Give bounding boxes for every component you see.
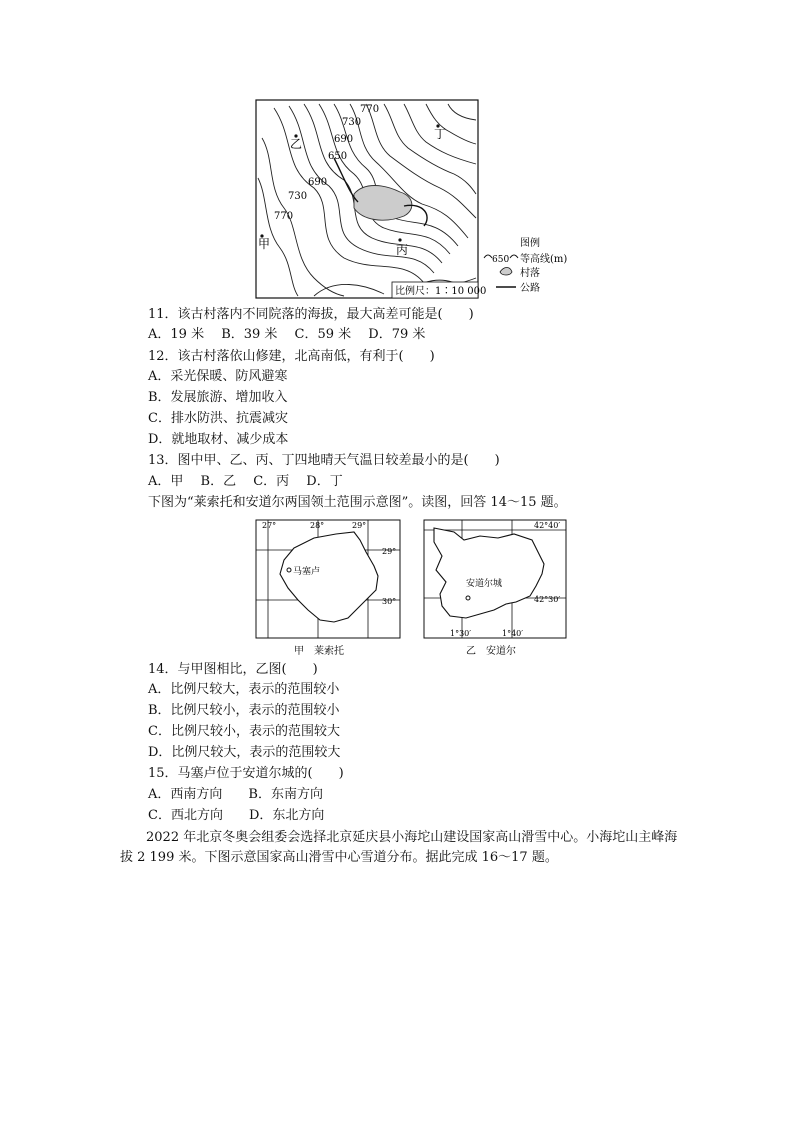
caption-lesotho: 甲 莱索托 [294, 646, 344, 657]
question-11-stem: 11．该古村落内不同院落的海拔，最大高差可能是( ) [148, 307, 474, 322]
scale-label: 比例尺：1∶10 000 [395, 286, 487, 297]
countries-figure [254, 518, 570, 660]
question-12-option-d: D．就地取材、减少成本 [148, 432, 289, 447]
lat-label: 42°30′ [534, 595, 561, 604]
question-12-option-b: B．发展旅游、增加收入 [148, 390, 288, 405]
contour-label: 690 [308, 177, 328, 188]
question-15-options-cd: C．西北方向 D．东北方向 [148, 808, 325, 823]
legend-title: 图例 [520, 238, 540, 249]
question-14-option-a: A．比例尺较大，表示的范围较小 [148, 682, 340, 697]
intro-16-17: 2022 年北京冬奥会组委会选择北京延庆县小海坨山建设国家高山滑雪中心。小海坨山主峰海拔 2 199 米。下图示意国家高山滑雪中心雪道分布。据此完成 16～17 题。 [120, 830, 678, 865]
contour-map-figure [254, 98, 568, 300]
legend-road: 公路 [520, 283, 540, 294]
legend-village: 村落 [520, 268, 540, 279]
contour-label: 690 [334, 134, 354, 145]
place-ding: 丁 [434, 127, 447, 141]
caption-andorra: 乙 安道尔 [466, 646, 516, 657]
lon-label: 1°40′ [502, 629, 524, 638]
question-15-stem: 15．马塞卢位于安道尔城的( ) [148, 766, 344, 781]
contour-label: 770 [274, 211, 294, 222]
city-andorra-la-vella: 安道尔城 [466, 579, 503, 589]
contour-label: 770 [360, 104, 380, 115]
place-bing: 丙 [396, 243, 409, 257]
lat-label: 30° [382, 597, 397, 606]
question-15-options-ab: A．西南方向 B．东南方向 [148, 787, 323, 802]
contour-label: 650 [328, 151, 348, 162]
place-yi: 乙 [290, 137, 303, 151]
intro-14-15: 下图为“莱索托和安道尔两国领土范围示意图”。读图，回答 14～15 题。 [148, 495, 567, 510]
legend-contour-value: 650 [492, 255, 510, 265]
city-maseru: 马塞卢 [293, 567, 321, 577]
question-12-stem: 12．该古村落依山修建，北高南低，有利于( ) [148, 349, 435, 364]
question-12-option-c: C．排水防洪、抗震减灾 [148, 411, 288, 426]
lat-label: 42°40′ [534, 521, 561, 530]
question-12-option-a: A．采光保暖、防风避寒 [148, 369, 288, 384]
lat-label: 29° [382, 547, 397, 556]
question-11-options: A．19 米 B．39 米 C．59 米 D．79 米 [148, 327, 426, 342]
question-13-options: A．甲 B．乙 C．丙 D．丁 [148, 474, 343, 489]
lon-label: 1°30′ [450, 629, 472, 638]
legend-contour-label: 等高线(m) [520, 254, 568, 265]
question-14-stem: 14．与甲图相比，乙图( ) [148, 662, 318, 677]
contour-label: 730 [288, 191, 308, 202]
question-14-option-c: C．比例尺较小，表示的范围较大 [148, 724, 340, 739]
question-13-stem: 13．图中甲、乙、丙、丁四地晴天气温日较差最小的是( ) [148, 453, 500, 468]
lon-label: 28° [310, 521, 325, 530]
question-14-option-b: B．比例尺较小，表示的范围较小 [148, 703, 340, 718]
lon-label: 27° [262, 521, 277, 530]
contour-label: 730 [342, 117, 362, 128]
question-14-option-d: D．比例尺较大，表示的范围较大 [148, 745, 341, 760]
lon-label: 29° [352, 521, 367, 530]
place-jia: 甲 [258, 237, 271, 251]
